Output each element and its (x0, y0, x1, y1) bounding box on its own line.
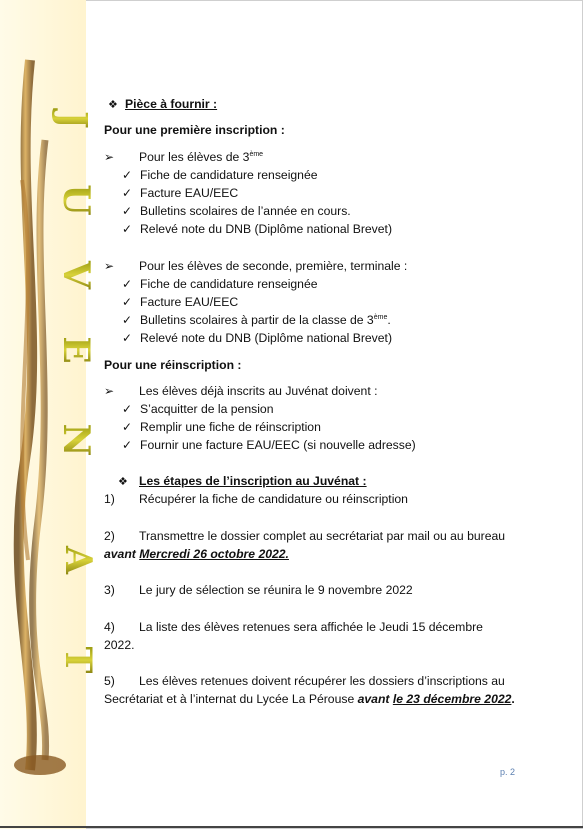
step-number: 1) (104, 492, 115, 506)
group3-item: S’acquitter de la pension (140, 402, 274, 416)
check-icon: ✓ (122, 222, 133, 236)
step-deadline: avant Mercredi 26 octobre 2022. (104, 547, 289, 561)
group2-item: Fiche de candidature renseignée (140, 277, 318, 291)
step-number: 4) (104, 620, 115, 634)
check-icon: ✓ (122, 186, 133, 200)
svg-text:E: E (55, 336, 97, 364)
step-text: La liste des élèves retenues sera affichée le Jeudi 15 décembre (139, 620, 483, 634)
sidebar-logo-banner (0, 0, 99, 829)
step-text-continued: 2022. (104, 638, 135, 652)
page-bottom-divider (0, 826, 583, 828)
group1-item: Facture EAU/EEC (140, 186, 239, 200)
arrow-bullet-icon: ➢ (104, 259, 115, 273)
step-number: 2) (104, 529, 115, 543)
check-icon: ✓ (122, 420, 133, 434)
step-text-continued: Secrétariat et à l’internat du Lycée La Pérouse avant le 23 décembre 2022. (104, 692, 515, 706)
group2-item: Facture EAU/EEC (140, 295, 239, 309)
step-text: Transmettre le dossier complet au secrétariat par mail ou au bureau (139, 529, 506, 543)
group1-item: Fiche de candidature renseignée (140, 168, 318, 182)
check-icon: ✓ (122, 402, 133, 416)
svg-text:T: T (57, 646, 99, 674)
svg-text:N: N (55, 423, 97, 457)
svg-text:A: A (57, 546, 99, 574)
group2-intro: Pour les élèves de seconde, première, terminale : (139, 259, 408, 273)
diamond-bullet-icon: ❖ (108, 99, 118, 111)
first-registration-title: Pour une première inscription : (104, 123, 285, 137)
check-icon: ✓ (122, 313, 133, 327)
group3-item: Fournir une facture EAU/EEC (si nouvelle adresse) (140, 438, 416, 452)
check-icon: ✓ (122, 204, 133, 218)
svg-text:U: U (55, 184, 97, 216)
juvenat-logo-graphic (0, 0, 99, 829)
arrow-bullet-icon: ➢ (104, 150, 115, 164)
check-icon: ✓ (122, 295, 133, 309)
group2-item: Relevé note du DNB (Diplôme national Brevet) (140, 331, 392, 345)
section-heading-pieces: Pièce à fournir : (125, 97, 218, 111)
page-number: p. 2 (500, 767, 516, 777)
check-icon: ✓ (122, 277, 133, 291)
section-heading-steps: Les étapes de l’inscription au Juvénat : (139, 474, 367, 488)
group3-intro: Les élèves déjà inscrits au Juvénat doivent : (139, 384, 378, 398)
check-icon: ✓ (122, 331, 133, 345)
group1-item: Relevé note du DNB (Diplôme national Brevet) (140, 222, 392, 236)
svg-text:J: J (51, 111, 96, 129)
step-text: Récupérer la fiche de candidature ou réinscription (139, 492, 408, 506)
check-icon: ✓ (122, 438, 133, 452)
check-icon: ✓ (122, 168, 133, 182)
svg-text:V: V (55, 261, 97, 289)
step-number: 3) (104, 583, 115, 597)
group1-item: Bulletins scolaires de l’année en cours. (140, 204, 351, 218)
group3-item: Remplir une fiche de réinscription (140, 420, 321, 434)
group2-item: Bulletins scolaires à partir de la classe de 3ème. (140, 313, 391, 327)
diamond-bullet-icon: ❖ (118, 476, 128, 488)
step-text: Les élèves retenues doivent récupérer les dossiers d’inscriptions au (139, 674, 505, 688)
group1-intro: Pour les élèves de 3ème (139, 150, 264, 164)
step-text: Le jury de sélection se réunira le 9 novembre 2022 (139, 583, 413, 597)
reinscription-title: Pour une réinscription : (104, 358, 242, 372)
arrow-bullet-icon: ➢ (104, 384, 115, 398)
step-number: 5) (104, 674, 115, 688)
